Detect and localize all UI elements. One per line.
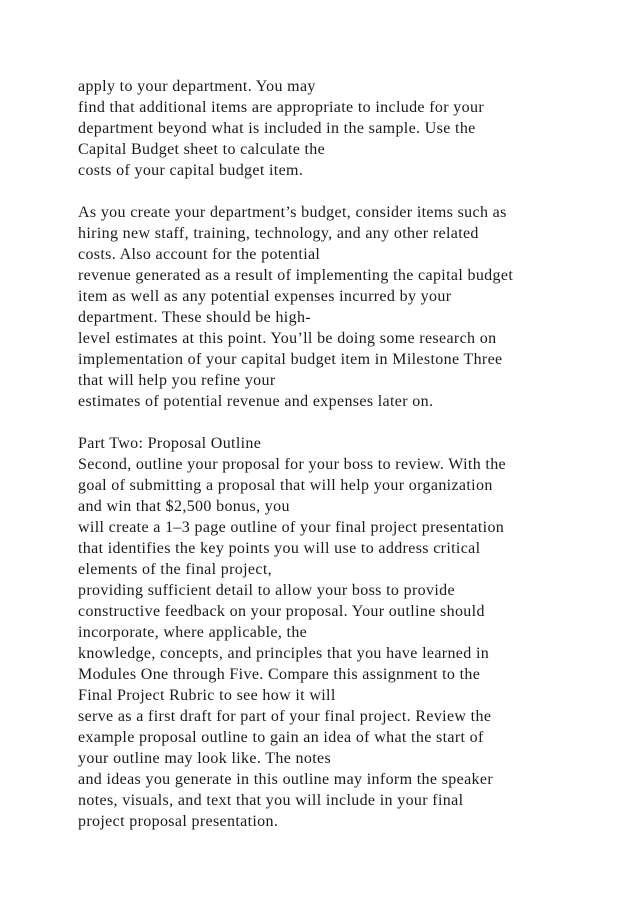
text-line: that identifies the key points you will use to address critical xyxy=(78,540,481,557)
text-line: Modules One through Five. Compare this assignment to the xyxy=(78,666,481,683)
text-line: implementation of your capital budget item in Milestone Three xyxy=(78,351,503,368)
text-line: constructive feedback on your proposal. Your outline should xyxy=(78,603,485,620)
text-line: notes, visuals, and text that you will include in your final xyxy=(78,792,464,809)
text-line: elements of the final project, xyxy=(78,561,272,578)
text-line: incorporate, where applicable, the xyxy=(78,624,308,641)
text-line: and ideas you generate in this outline may inform the speaker xyxy=(78,771,494,788)
paragraph-2 xyxy=(78,202,618,412)
text-line: As you create your department’s budget, consider items such as xyxy=(78,204,507,221)
document-body xyxy=(78,76,618,832)
paragraph-gap xyxy=(78,181,618,202)
section-heading: Part Two: Proposal Outline xyxy=(78,435,262,452)
text-line: example proposal outline to gain an idea of what the start of xyxy=(78,729,484,746)
text-line: department beyond what is included in the sample. Use the xyxy=(78,120,476,137)
text-line: item as well as any potential expenses incurred by your xyxy=(78,288,452,305)
text-line: hiring new staff, training, technology, and any other related xyxy=(78,225,479,242)
text-line: find that additional items are appropriate to include for your xyxy=(78,99,485,116)
text-line: department. These should be high- xyxy=(78,309,311,326)
text-line: that will help you refine your xyxy=(78,372,276,389)
text-line: Final Project Rubric to see how it will xyxy=(78,687,336,704)
text-line: revenue generated as a result of implementing the capital budget xyxy=(78,267,514,284)
text-line: costs of your capital budget item. xyxy=(78,162,304,179)
text-line: serve as a first draft for part of your final project. Review the xyxy=(78,708,492,725)
text-line: apply to your department. You may xyxy=(78,78,316,95)
text-line: level estimates at this point. You’ll be doing some research on xyxy=(78,330,497,347)
text-line: estimates of potential revenue and expenses later on. xyxy=(78,393,434,410)
text-line: and win that $2,500 bonus, you xyxy=(78,498,290,515)
text-line: goal of submitting a proposal that will help your organization xyxy=(78,477,493,494)
text-line: providing sufficient detail to allow your boss to provide xyxy=(78,582,455,599)
text-line: project proposal presentation. xyxy=(78,813,279,830)
paragraph-gap xyxy=(78,412,618,433)
text-line: Second, outline your proposal for your boss to review. With the xyxy=(78,456,507,473)
text-line: Capital Budget sheet to calculate the xyxy=(78,141,326,158)
text-line: costs. Also account for the potential xyxy=(78,246,321,263)
text-line: will create a 1–3 page outline of your final project presentation xyxy=(78,519,505,536)
paragraph-1 xyxy=(78,76,618,181)
text-line: your outline may look like. The notes xyxy=(78,750,332,767)
paragraph-3 xyxy=(78,433,618,832)
text-line: knowledge, concepts, and principles that you have learned in xyxy=(78,645,490,662)
